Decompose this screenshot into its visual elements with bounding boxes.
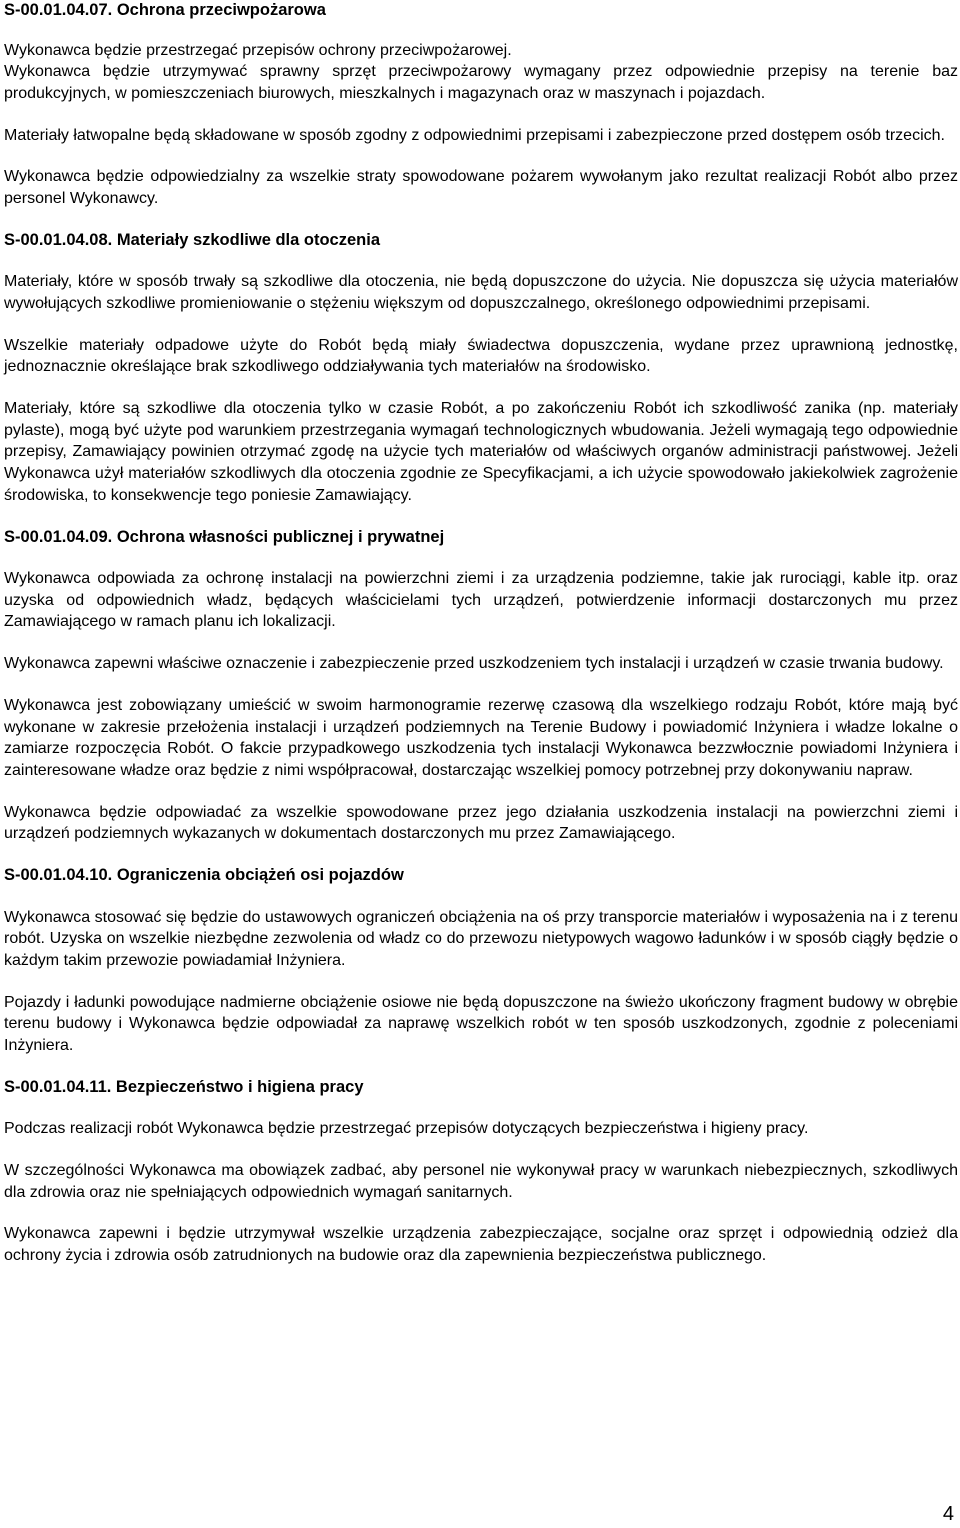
paragraph: Pojazdy i ładunki powodujące nadmierne obciążenie osiowe nie będą dopuszczone na świeżo ukończony fragment budowy w obrębie terenu budowy i Wykonawca będzie odpowiadał za naprawę wszelkich robót w ten sposób uszkodzonych, zgodnie z poleceniami Inżyniera. [4, 993, 958, 1055]
section-heading: S-00.01.04.08. Materiały szkodliwe dla otoczenia [4, 230, 380, 249]
paragraph: Materiały łatwopalne będą składowane w sposób zgodny z odpowiednimi przepisami i zabezpieczone przed dostępem osób trzecich. [4, 126, 945, 144]
section-fire-protection [4, 0, 958, 210]
paragraph: Wszelkie materiały odpadowe użyte do Robót będą miały świadectwa dopuszczenia, wydane przez uprawnioną jednostkę, jednoznacznie określające brak szkodliwego oddziaływania tych materiałów na środowisko. [4, 336, 958, 376]
paragraph: Materiały, które są szkodliwe dla otoczenia tylko w czasie Robót, a po zakończeniu Robót ich szkodliwość zanika (np. materiały pylaste), mogą być użyte pod warunkiem przestrzegania wymagań technologicznych wbudowania. Jeżeli wymagają tego odpowiednie przepisy, Zamawiający powinien otrzymać zgodę na użycie tych materiałów od właściwych organów administracji państwowej. Jeżeli Wykonawca użył materiałów szkodliwych dla otoczenia zgodnie ze Specyfikacjami, a ich użycie spowodowało jakiekolwiek zagrożenie środowiska, to konsekwencje tego poniesie Zamawiający. [4, 400, 958, 504]
section-property-protection [4, 527, 958, 846]
paragraph: Wykonawca będzie utrzymywać sprawny sprzęt przeciwpożarowy wymagany przez odpowiednie przepisy na terenie baz produkcyjnych, w pomieszczeniach biurowych, mieszkalnych i magazynach oraz w maszynach i pojazdach. [4, 63, 958, 102]
paragraph: Wykonawca będzie przestrzegać przepisów ochrony przeciwpożarowej. [4, 41, 512, 59]
paragraph: Wykonawca będzie odpowiedzialny za wszelkie straty spowodowane pożarem wywołanym jako rezultat realizacji Robót albo przez personel Wykonawcy. [4, 168, 958, 208]
paragraph: Wykonawca odpowiada za ochronę instalacji na powierzchni ziemi i za urządzenia podziemne, takie jak rurociągi, kable itp. oraz uzyska od odpowiednich władz, będących właścicielami tych urządzeń, potwierdzenie informacji dostarczonych mu przez Zamawiającego w ramach planu ich lokalizacji. [4, 570, 958, 631]
section-heading: S-00.01.04.11. Bezpieczeństwo i higiena pracy [4, 1077, 364, 1096]
section-health-and-safety [4, 1077, 958, 1267]
section-axle-load-limits [4, 865, 958, 1057]
paragraph: Wykonawca będzie odpowiadać za wszelkie spowodowane przez jego działania uszkodzenia instalacji na powierzchni ziemi i urządzeń podziemnych wykazanych w dokumentach dostarczonych mu przez Zamawiającego. [4, 803, 958, 843]
paragraph: Materiały, które w sposób trwały są szkodliwe dla otoczenia, nie będą dopuszczone do użycia. Nie dopuszcza się użycia materiałów wywołujących szkodliwe promieniowanie o stężeniu większym od dopuszczalnego, określonego odpowiednimi przepisami. [4, 273, 958, 312]
paragraph: Wykonawca zapewni właściwe oznaczenie i zabezpieczenie przed uszkodzeniem tych instalacji i urządzeń w czasie trwania budowy. [4, 655, 944, 673]
paragraph: W szczególności Wykonawca ma obowiązek zadbać, aby personel nie wykonywał pracy w warunkach niebezpiecznych, szkodliwych dla zdrowia oraz nie spełniających odpowiednich wymagań sanitarnych. [4, 1162, 958, 1201]
paragraph: Wykonawca stosować się będzie do ustawowych ograniczeń obciążenia na oś przy transporcie materiałów i wyposażenia na i z terenu robót. Uzyska on wszelkie niezbędne zezwolenia od władz co do przewozu nietypowych wagowo ładunków i w sposób ciągły będzie o każdym takim przewozie powiadamiał Inżyniera. [4, 908, 958, 969]
section-heading: S-00.01.04.07. Ochrona przeciwpożarowa [4, 1, 326, 19]
section-heading: S-00.01.04.09. Ochrona własności publicznej i prywatnej [4, 527, 445, 546]
document-page [4, 0, 958, 1267]
section-harmful-materials [4, 230, 958, 507]
paragraph: Podczas realizacji robót Wykonawca będzie przestrzegać przepisów dotyczących bezpieczeństwa i higieny pracy. [4, 1120, 809, 1138]
section-heading: S-00.01.04.10. Ograniczenia obciążeń osi pojazdów [4, 866, 404, 885]
paragraph: Wykonawca zapewni i będzie utrzymywał wszelkie urządzenia zabezpieczające, socjalne oraz sprzęt i odpowiednią odzież dla ochrony życia i zdrowia osób zatrudnionych na budowie oraz dla zapewnienia bezpieczeństwa publicznego. [4, 1225, 958, 1265]
page-number: 4 [942, 1503, 954, 1525]
paragraph: Wykonawca jest zobowiązany umieścić w swoim harmonogramie rezerwę czasową dla wszelkiego rodzaju Robót, które mają być wykonane w zakresie przełożenia instalacji i urządzeń podziemnych na Terenie Budowy i powiadomić Inżyniera i władze lokalne o zamiarze rozpoczęcia Robót. O fakcie przypadkowego uszkodzenia tych instalacji Wykonawca bezzwłocznie powiadomi Inżyniera i zainteresowane władze oraz będzie z nimi współpracował, dostarczając wszelkiej pomocy potrzebnej przy dokonywaniu napraw. [4, 696, 958, 779]
